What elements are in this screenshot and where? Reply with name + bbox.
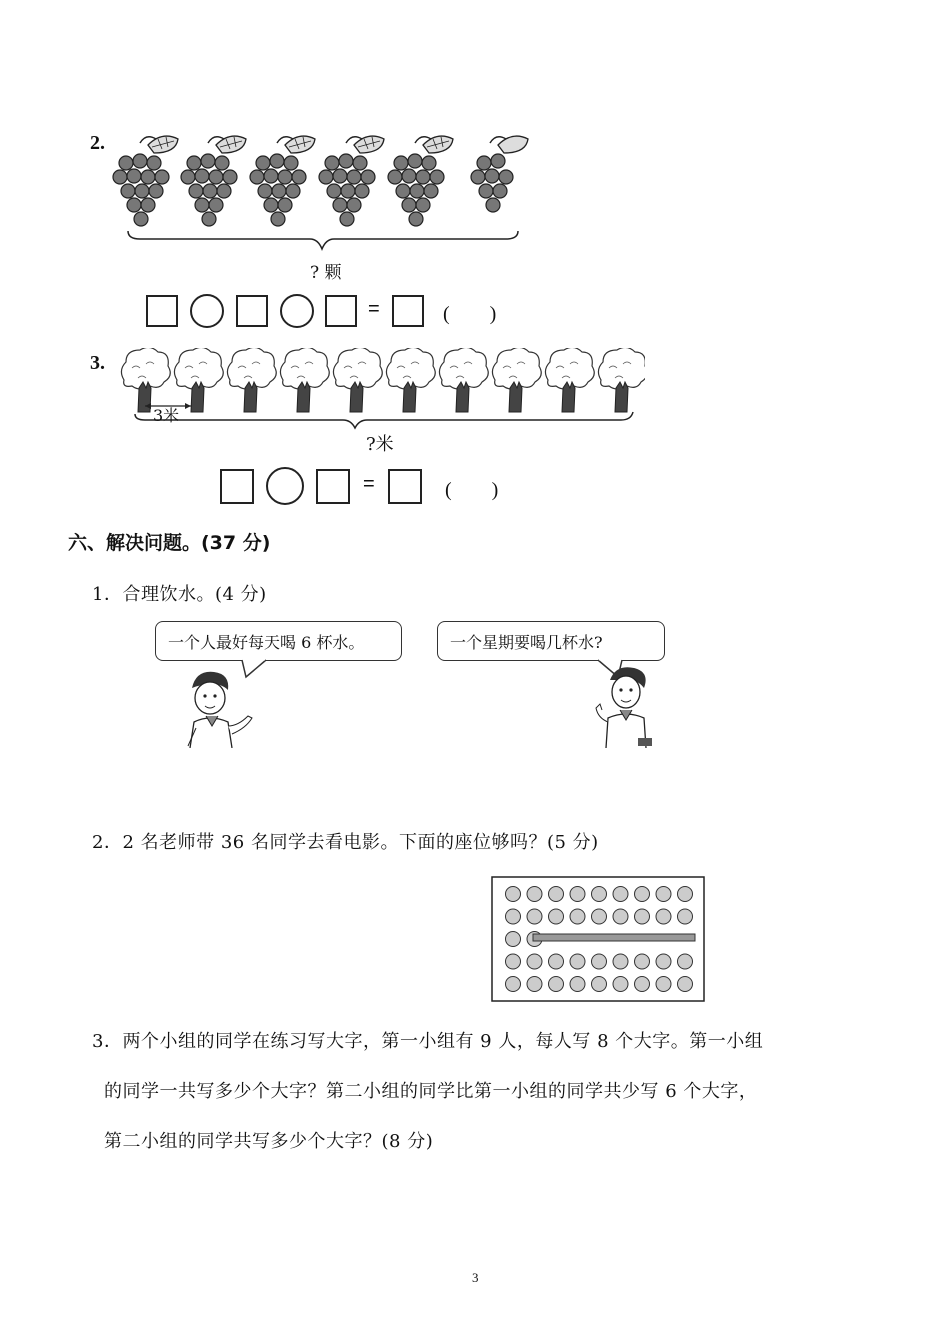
- question-3-brace-label: ?米: [366, 434, 394, 455]
- seat: [656, 977, 671, 992]
- seat: [656, 954, 671, 969]
- seat: [592, 909, 607, 924]
- tree-spacing-label: 3米: [153, 406, 180, 425]
- seat: [549, 909, 564, 924]
- problem-2-text: 2．2 名老师带 36 名同学去看电影。下面的座位够吗？(5 分): [92, 832, 599, 853]
- section-6-title: 六、解决问题。(37 分): [68, 532, 271, 554]
- answer-box[interactable]: [388, 469, 422, 504]
- seat: [613, 977, 628, 992]
- child-figure-right: [588, 664, 668, 750]
- seat: [506, 977, 521, 992]
- seat: [678, 887, 693, 902]
- answer-box[interactable]: [236, 295, 268, 327]
- seat-grid: [491, 876, 705, 1002]
- operator-circle[interactable]: [266, 467, 304, 505]
- seat: [570, 954, 585, 969]
- question-2-number: 2.: [90, 132, 105, 154]
- seat: [506, 932, 521, 947]
- trees-illustration: [115, 348, 645, 430]
- seat: [527, 909, 542, 924]
- seat: [506, 909, 521, 924]
- seat: [592, 977, 607, 992]
- seat: [592, 954, 607, 969]
- seat: [549, 977, 564, 992]
- speech-bubble-right-text: 一个星期要喝几杯水?: [450, 633, 603, 652]
- equals-sign: =: [363, 473, 375, 495]
- operator-circle[interactable]: [280, 294, 314, 328]
- equals-sign: =: [368, 298, 380, 320]
- seat: [506, 954, 521, 969]
- seat: [635, 909, 650, 924]
- seat: [570, 977, 585, 992]
- seat: [570, 909, 585, 924]
- seat: [527, 977, 542, 992]
- answer-box[interactable]: [316, 469, 350, 504]
- seat: [635, 977, 650, 992]
- seat: [613, 887, 628, 902]
- seat: [613, 909, 628, 924]
- seat: [549, 954, 564, 969]
- answer-box[interactable]: [325, 295, 357, 327]
- problem-3-line-3: 第二小组的同学共写多少个大字？(8 分): [104, 1131, 434, 1152]
- question-3-number: 3.: [90, 352, 105, 374]
- seat: [656, 909, 671, 924]
- speech-bubble-right: [437, 621, 665, 661]
- seat: [656, 887, 671, 902]
- seat: [678, 977, 693, 992]
- answer-box[interactable]: [392, 295, 424, 327]
- answer-box[interactable]: [220, 469, 254, 504]
- page-number: 3: [472, 1270, 479, 1285]
- seat: [635, 954, 650, 969]
- problem-3-line-1: 3．两个小组的同学在练习写大字，第一小组有 9 人，每人写 8 个大字。第一小组: [92, 1031, 764, 1052]
- question-2-brace-label: ? 颗: [310, 263, 342, 283]
- seat: [549, 887, 564, 902]
- speech-bubble-left: [155, 621, 402, 661]
- grapes-illustration: [110, 125, 550, 255]
- seat: [527, 954, 542, 969]
- seat: [678, 954, 693, 969]
- seat: [570, 887, 585, 902]
- seat: [527, 887, 542, 902]
- seat: [506, 887, 521, 902]
- problem-1-text: 1．合理饮水。(4 分): [92, 584, 267, 605]
- unit-parens[interactable]: ( ): [445, 479, 499, 501]
- seat: [592, 887, 607, 902]
- operator-circle[interactable]: [190, 294, 224, 328]
- answer-box[interactable]: [146, 295, 178, 327]
- seat: [613, 954, 628, 969]
- child-figure-left: [172, 668, 258, 748]
- unit-parens[interactable]: ( ): [443, 303, 497, 325]
- seat: [635, 887, 650, 902]
- problem-3-line-2: 的同学一共写多少个大字？第二小组的同学比第一小组的同学共少写 6 个大字，: [104, 1081, 758, 1102]
- seat: [678, 909, 693, 924]
- speech-bubble-left-text: 一个人最好每天喝 6 杯水。: [168, 633, 365, 652]
